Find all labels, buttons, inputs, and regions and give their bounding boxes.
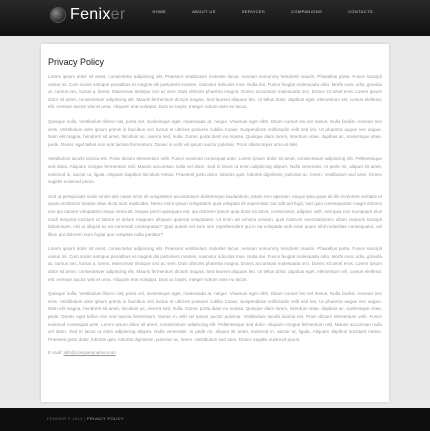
paragraph: Quisque nulla. Vestibulum libero nisl, porta vel, scelerisque eget, malesuada at, neque. Vivamus eget nibh. Etiam cursus leo vel metus. Nulla facilisi. Aenean nec eros. Vestibulum ante ipsum primis in faucibus orci luctus et ultrices posuere cubilia Curae; Suspendisse sollicitudin velit sed leo. Ut pharetra augue nec augue. Nam elit magna, hendrerit sit amet, tincidunt ac, viverra sed, nulla. Donec porta diam eu massa. Quisque diam lorem, interdum vitae, dapibus ac, scelerisque vitae, pede. Donec eget tellus non erat lacinia fermentum. Donec in velit vel ipsum auctor pulvinar. Proin ullamcorper urna et felis. (48, 118, 382, 147)
nav-item-companions[interactable]: COMPANIONS (291, 9, 323, 14)
paragraph: Quisque nulla. Vestibulum libero nisl, porta vel, scelerisque eget, malesuada at, neque. Vivamus eget nibh. Etiam cursus leo vel metus. Nulla facilisi. Aenean nec eros. Vestibulum ante ipsum primis in faucibus orci luctus et ultrices posuere cubilia Curae; Suspendisse sollicitudin velit sed leo. Ut pharetra augue nec augue. Nam elit magna, hendrerit sit amet, tincidunt ac, viverra sed, nulla. Donec porta diam eu massa. Quisque diam lorem, interdum vitae, dapibus ac, scelerisque vitae, pede. Donec eget tellus non erat lacinia fermentum. Donec in velit vel ipsum auctor pulvinar. Vestibulum iaculis lacinia est. Proin dictum elementum velit. Fusce euismod consequat ante. Lorem ipsum dolor sit amet, consectetuer adipiscing elit. Pellentesque sed dolor. Aliquam congue fermentum nisl. Mauris accumsan nulla vel diam. Sed in lacus ut enim adipiscing aliquet. Nulla venenatis. In pede mi, aliquet sit amet, euismod in, auctor ut, ligula. Aliquam dapibus tincidunt metus. Praesent justo dolor, lobortis quis, lobortis dignissim, pulvinar ac, lorem. Vestibulum sed ante. Donec sagittis euismod purus. (48, 291, 382, 342)
nav-item-about-us[interactable]: ABOUT US (192, 9, 216, 14)
nav-item-home[interactable]: HOME (152, 9, 167, 14)
content-panel (41, 44, 389, 402)
nav-item-contacts[interactable]: CONTACTS (348, 9, 373, 14)
footer-separator: | (82, 416, 87, 421)
paragraph: Sed ut perspiciatis unde omnis iste natus error sit voluptatem accusantium doloremque laudantium, totam rem aperiam, eaque ipsa quae ab illo inventore veritatis et quasi architecto beatae vitae dicta sunt explicabo. Nemo enim ipsam voluptatem quia voluptas sit aspernatur aut odit aut fugit, sed quia consequuntur magni dolores eos qui ratione voluptatem sequi nesciunt. Neque porro quisquam est, qui dolorem ipsum quia dolor sit amet, consectetur, adipisci velit, sed quia non numquam eius modi tempora incidunt ut labore et dolore magnam aliquam quaerat voluptatem. Ut enim ad minima veniam, quis nostrum exercitationem ullam corporis suscipit laboriosam, nisi ut aliquid ex ea commodi consequatur? Quis autem vel eum iure reprehenderit qui in ea voluptate velit esse quam nihil molestiae consequatur, vel illum qui dolorem eum fugiat quo voluptas nulla pariatur? (48, 193, 383, 237)
site-footer (0, 408, 430, 431)
paragraph: Lorem ipsum dolor sit amet, consectetur adipiscing elit. Praesent vestibulum molestie lacus. Aenean nonummy hendrerit mauris. Phasellus porta. Fusce suscipit varius mi. Cum sociis natoque penatibus et magnis dis parturient montes, nascetur ridiculus mus. Nulla dui. Fusce feugiat malesuada odio. Morbi nunc odio, gravida at, cursus nec, luctus a, lorem. Maecenas tristique orci ac sem. Duis ultricies pharetra magna. Donec accumsan malesuada orci. Donec sit amet eros. Lorem ipsum dolor sit amet, consectetuer adipiscing elit. Mauris fermentum dictum magna. Sed laoreet aliquam leo. Ut tellus dolor, dapibus eget, elementum vel, cursus eleifend, elit. Aenean auctor wisi et urna. Aliquam erat volutpat. Duis ac turpis. Integer rutrum ante eu lacus. (48, 246, 382, 282)
site-header (0, 0, 430, 36)
copyright (47, 416, 124, 421)
email-label: E-mail: (48, 350, 63, 356)
nav-item-services[interactable]: SERVICES (241, 9, 266, 14)
paragraph: Lorem ipsum dolor sit amet, consectetur adipiscing elit. Praesent vestibulum molestie lacus. Aenean nonummy hendrerit mauris. Phasellus porta. Fusce suscipit varius mi. Cum sociis natoque penatibus et magnis dis parturient montes, nascetur ridiculus mus. Nulla dui. Fusce feugiat malesuada odio. Morbi nunc odio, gravida at, cursus nec, luctus a, lorem. Maecenas tristique orci ac sem. Duis ultricies pharetra magna. Donec accumsan malesuada orci. Donec sit amet eros. Lorem ipsum dolor sit amet, consectetuer adipiscing elit. Mauris fermentum dictum magna. Sed laoreet aliquam leo. Ut tellus dolor, dapibus eget, elementum vel, cursus eleifend, elit. Aenean auctor wisi et urna. Aliquam erat volutpat. Duis ac turpis. Integer rutrum ante eu lacus. (48, 74, 382, 110)
email-line (48, 350, 382, 355)
logo-mark-icon (50, 7, 66, 23)
logo[interactable] (50, 6, 125, 24)
page-title: Privacy Policy (48, 57, 105, 67)
paragraph: Vestibulum iaculis lacinia est. Proin dictum elementum velit. Fusce euismod consequat ante. Lorem ipsum dolor sit amet, consectetuer adipiscing elit. Pellentesque sed dolor. Aliquam congue fermentum nisl. Mauris accumsan nulla vel diam. Sed in lacus ut enim adipiscing aliquet. Nulla venenatis. In pede mi, aliquet sit amet, euismod in, auctor ut, ligula. Aliquam dapibus tincidunt metus. Praesent justo dolor, lobortis quis, lobortis dignissim, pulvinar ac, lorem. Vestibulum sed ante. Donec sagittis euismod purus. (48, 156, 382, 185)
main-nav (140, 8, 387, 16)
logo-text: Fenixer (70, 6, 126, 23)
privacy-policy-link[interactable]: PRIVACY POLICY (86, 416, 124, 421)
email-link[interactable]: info@companyname.com (63, 350, 116, 356)
copyright-text: FENIXER © 2013 (47, 416, 83, 421)
